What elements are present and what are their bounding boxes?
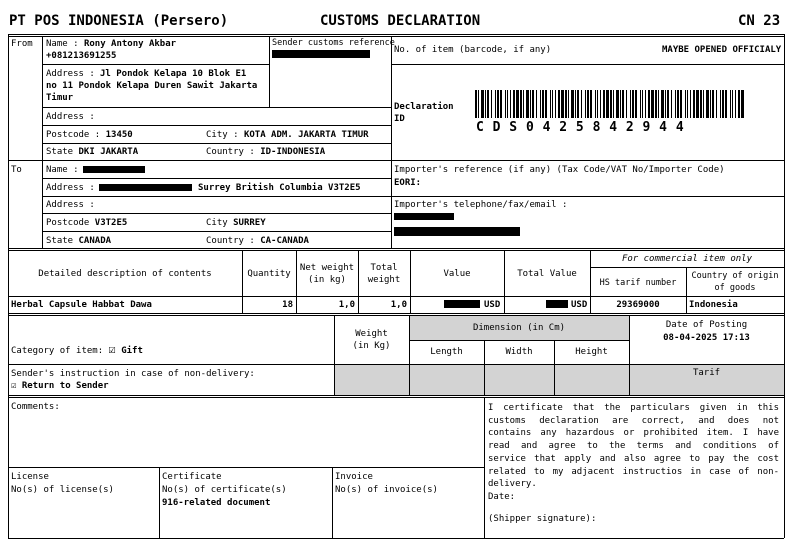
- comments-label: Comments:: [11, 402, 60, 412]
- form-code: CN 23: [738, 13, 781, 29]
- barcode-bar: [516, 90, 519, 118]
- recipient-country-row: [206, 236, 309, 246]
- barcode-bar: [690, 90, 691, 118]
- sender-postcode: 13450: [105, 130, 133, 140]
- recipient-state-row: [46, 236, 111, 246]
- col-total-weight-header-2: weight: [367, 275, 401, 285]
- redacted-recipient-name: [83, 166, 145, 173]
- from-label: From: [11, 39, 33, 49]
- declaration-barcode: [475, 90, 747, 118]
- barcode-bar: [540, 90, 541, 118]
- barcode-bar: [495, 90, 496, 118]
- no-of-item-label: No. of item (barcode, if any): [394, 45, 552, 55]
- importer-reference-label: Importer's reference (if any) (Tax Code/VAT No/Importer Code): [394, 165, 725, 175]
- barcode-bar: [513, 90, 515, 118]
- col-hs-header: HS tarif number: [599, 278, 677, 288]
- return-checkbox[interactable]: ☑: [11, 381, 17, 391]
- barcode-bar: [555, 90, 556, 118]
- certificate-line-3: contains any hazardous or prohibited item. I have: [488, 428, 779, 439]
- width-header: Width: [505, 347, 533, 357]
- sender-phone: +081213691255: [46, 51, 117, 61]
- barcode-bar: [675, 90, 676, 118]
- sender-city: KOTA ADM. JAKARTA TIMUR: [243, 130, 369, 140]
- barcode-bar: [561, 90, 564, 118]
- barcode-bar: [487, 90, 489, 118]
- recipient-country-label: Country :: [206, 236, 255, 246]
- sender-city-label: City :: [206, 130, 239, 140]
- recipient-name-label: Name :: [46, 165, 79, 175]
- category-row: [11, 342, 143, 356]
- invoice-label: Invoice: [335, 472, 373, 482]
- col-value-header: Value: [443, 269, 471, 279]
- barcode-bar: [565, 90, 567, 118]
- sender-state-row: [46, 147, 138, 157]
- non-delivery-row: [11, 381, 109, 391]
- barcode-bar: [712, 90, 714, 118]
- barcode-bar: [575, 90, 576, 118]
- barcode-bar: [550, 90, 551, 118]
- barcode-bar: [485, 90, 486, 118]
- declaration-label-1: Declaration: [394, 102, 454, 112]
- barcode-bar: [603, 90, 605, 118]
- certificate-line-6: related to my adjacent instructios in case of non-: [488, 466, 779, 477]
- certificate-value: 916-related document: [162, 498, 271, 508]
- form-title: CUSTOMS DECLARATION: [320, 13, 481, 29]
- recipient-postcode-row: [46, 218, 127, 228]
- barcode-text: C D S 0 4 2 5 8 4 2 9 4 4: [476, 120, 685, 135]
- tarif-label: Tarif: [692, 368, 721, 378]
- sender-address-line1: Jl Pondok Kelapa 10 Blok E1: [100, 69, 247, 79]
- sender-postcode-label: Postcode :: [46, 130, 101, 140]
- barcode-bar: [622, 90, 624, 118]
- col-description-header: Detailed description of contents: [38, 269, 212, 279]
- sender-address2-label: Address :: [46, 112, 95, 122]
- commercial-item-label: For commercial item only: [621, 254, 753, 264]
- item-hs: 29369000: [616, 300, 660, 310]
- certificate-line-5: service that apply and also agree to pay the cost: [488, 453, 779, 464]
- gift-checkbox[interactable]: ☑: [108, 342, 116, 356]
- sender-name-label: Name :: [46, 39, 79, 49]
- item-description: Herbal Capsule Habbat Dawa: [11, 300, 152, 310]
- col-net-weight-header-2: (in kg): [308, 275, 346, 285]
- barcode-bar: [505, 90, 506, 118]
- barcode-bar: [703, 90, 704, 118]
- barcode-bar: [542, 90, 544, 118]
- barcode-bar: [651, 90, 654, 118]
- barcode-bar: [642, 90, 643, 118]
- barcode-bar: [510, 90, 511, 118]
- license-no-label: No(s) of license(s): [11, 485, 114, 495]
- certificate-statement: [488, 402, 779, 504]
- barcode-bar: [571, 90, 574, 118]
- item-net-weight: 1,0: [338, 300, 355, 310]
- certificate-no-label: No(s) of certificate(s): [162, 485, 287, 495]
- barcode-bar: [735, 90, 736, 118]
- col-net-weight-header-1: Net weight: [299, 263, 355, 273]
- barcode-bar: [581, 90, 582, 118]
- sender-country-row: [206, 147, 325, 157]
- barcode-bar: [648, 90, 650, 118]
- barcode-bar: [616, 90, 619, 118]
- sender-country-label: Country :: [206, 147, 255, 157]
- invoice-no-label: No(s) of invoice(s): [335, 485, 438, 495]
- barcode-bar: [685, 90, 686, 118]
- barcode-bar: [706, 90, 709, 118]
- barcode-bar: [568, 90, 569, 118]
- length-header: Length: [430, 347, 463, 357]
- barcode-bar: [635, 90, 637, 118]
- recipient-address2-label: Address :: [46, 200, 95, 210]
- opened-officially-note: MAYBE OPENED OFFICIALY: [662, 45, 782, 55]
- non-delivery-label: Sender's instruction in case of non-delivery:: [11, 369, 255, 379]
- barcode-bar: [720, 90, 721, 118]
- redacted-importer-contact-1: [394, 213, 454, 220]
- barcode-bar: [491, 90, 492, 118]
- barcode-bar: [738, 90, 740, 118]
- to-label: To: [11, 165, 22, 175]
- barcode-bar: [558, 90, 560, 118]
- barcode-bar: [693, 90, 695, 118]
- date-of-posting-label: Date of Posting: [665, 320, 748, 330]
- barcode-bar: [741, 90, 744, 118]
- barcode-bar: [620, 90, 621, 118]
- certificate-line-1: I certificate that the particulars given in this: [488, 403, 779, 413]
- sender-address-label: Address :: [46, 69, 95, 79]
- col-origin-header-2: of goods: [714, 283, 756, 293]
- item-origin: Indonesia: [689, 300, 738, 310]
- barcode-bar: [677, 90, 679, 118]
- recipient-city-label: City: [206, 218, 228, 228]
- barcode-bar: [632, 90, 634, 118]
- recipient-country: CA-CANADA: [260, 236, 309, 246]
- barcode-bar: [595, 90, 596, 118]
- barcode-bar: [730, 90, 731, 118]
- barcode-bar: [500, 90, 502, 118]
- sender-postcode-row: [46, 130, 133, 140]
- barcode-bar: [645, 90, 646, 118]
- barcode-bar: [597, 90, 598, 118]
- recipient-city-row: [206, 218, 266, 228]
- dimension-header: Dimension (in Cm): [472, 323, 566, 333]
- barcode-bar: [658, 90, 659, 118]
- barcode-bar: [626, 90, 627, 118]
- eori-label: EORI:: [394, 178, 422, 188]
- barcode-bar: [532, 90, 534, 118]
- item-quantity: 18: [282, 300, 293, 310]
- barcode-bar: [590, 90, 592, 118]
- barcode-bar: [661, 90, 664, 118]
- barcode-bar: [687, 90, 688, 118]
- barcode-bar: [530, 90, 531, 118]
- barcode-bar: [700, 90, 702, 118]
- recipient-state: CANADA: [78, 236, 112, 246]
- barcode-bar: [481, 90, 484, 118]
- barcode-bar: [732, 90, 733, 118]
- company-name: PT POS INDONESIA (Persero): [9, 13, 229, 29]
- category-label: Category of item:: [11, 346, 104, 356]
- barcode-bar: [696, 90, 699, 118]
- item-total-value-currency: USD: [571, 300, 588, 310]
- barcode-bar: [552, 90, 553, 118]
- barcode-bar: [610, 90, 612, 118]
- recipient-city: SURREY: [233, 218, 266, 228]
- col-quantity-header: Quantity: [247, 269, 291, 279]
- barcode-bar: [716, 90, 717, 118]
- item-total-weight: 1,0: [390, 300, 407, 310]
- redacted-item-value: [444, 300, 480, 308]
- barcode-bar: [523, 90, 524, 118]
- barcode-bar: [613, 90, 614, 118]
- certificate-line-2: customs declaration are correct, and does not: [488, 415, 779, 426]
- barcode-bar: [587, 90, 589, 118]
- sender-name: Rony Antony Akbar: [83, 39, 177, 49]
- barcode-bar: [497, 90, 499, 118]
- sender-address-line2: no 11 Pondok Kelapa Duren Sawit Jakarta: [46, 81, 258, 91]
- declaration-label-2: ID: [394, 114, 405, 124]
- barcode-bar: [680, 90, 682, 118]
- shipper-signature-label: (Shipper signature):: [488, 514, 597, 524]
- barcode-bar: [526, 90, 529, 118]
- barcode-bar: [671, 90, 672, 118]
- barcode-bar: [667, 90, 669, 118]
- barcode-bar: [520, 90, 522, 118]
- non-delivery-value: Return to Sender: [21, 381, 109, 391]
- sender-city-row: [206, 130, 369, 140]
- barcode-bar: [478, 90, 479, 118]
- certificate-line-4: read and agree to the terms and conditions of: [488, 441, 779, 452]
- weight-header-2: (in Kg): [352, 341, 391, 351]
- recipient-state-label: State: [46, 236, 74, 246]
- barcode-bar: [710, 90, 711, 118]
- barcode-bar: [722, 90, 724, 118]
- recipient-postcode-label: Postcode: [46, 218, 90, 228]
- redacted-customs-ref: [272, 50, 370, 58]
- sender-address-line3: Timur: [46, 93, 74, 103]
- col-origin-header-1: Country of origin: [691, 271, 779, 281]
- weight-header-1: Weight: [355, 329, 388, 339]
- redacted-importer-contact-2: [394, 227, 520, 236]
- license-label: License: [11, 472, 49, 482]
- recipient-address-label: Address :: [46, 183, 95, 193]
- barcode-bar: [630, 90, 631, 118]
- certificate-line-7: delivery.: [488, 479, 537, 490]
- height-header: Height: [575, 347, 608, 357]
- sender-state: DKI JAKARTA: [78, 147, 139, 157]
- recipient-postcode: V3T2E5: [94, 218, 128, 228]
- barcode-bar: [655, 90, 657, 118]
- sender-name-row: [46, 39, 176, 49]
- redacted-recipient-address: [99, 184, 192, 191]
- col-total-value-header: Total Value: [517, 269, 577, 279]
- barcode-bar: [475, 90, 477, 118]
- col-total-weight-header-1: Total: [370, 263, 398, 273]
- barcode-bar: [725, 90, 727, 118]
- barcode-bar: [545, 90, 547, 118]
- sender-country: ID-INDONESIA: [260, 147, 326, 157]
- redacted-item-total-value: [546, 300, 568, 308]
- recipient-address-suffix: Surrey British Columbia V3T2E5: [198, 183, 361, 193]
- barcode-bar: [577, 90, 579, 118]
- category-value: Gift: [121, 346, 143, 356]
- barcode-bar: [585, 90, 586, 118]
- sender-customs-ref-label: Sender customs reference: [272, 38, 395, 48]
- barcode-bar: [507, 90, 508, 118]
- barcode-bar: [665, 90, 666, 118]
- importer-telephone-label: Importer's telephone/fax/email :: [394, 200, 568, 210]
- barcode-bar: [606, 90, 609, 118]
- barcode-bar: [536, 90, 537, 118]
- sender-state-label: State: [46, 147, 74, 157]
- date-label: Date:: [488, 491, 516, 502]
- barcode-bar: [640, 90, 641, 118]
- certificate-label: Certificate: [162, 472, 222, 482]
- posting-date: 08-04-2025 17:13: [663, 333, 750, 343]
- item-value-currency: USD: [484, 300, 501, 310]
- barcode-bar: [600, 90, 601, 118]
